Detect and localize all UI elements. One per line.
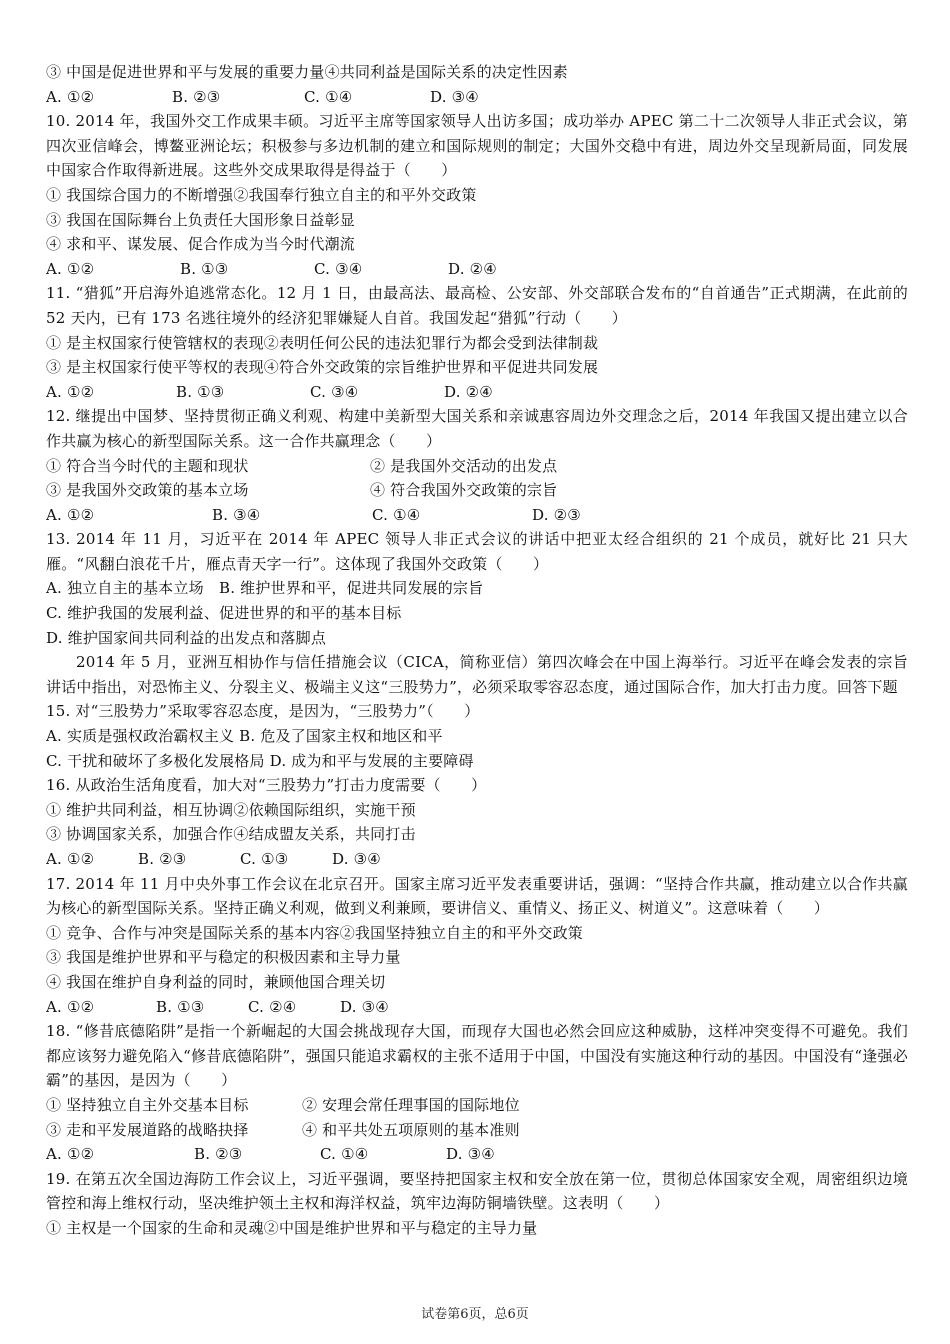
option-b: B. ②③ [172, 87, 221, 106]
option-d: D. ③④ [446, 1145, 495, 1164]
q15-options-a-b: A. 实质是强权政治霸权主义 B. 危及了国家主权和地区和平 [46, 727, 443, 746]
option-d: D. ③④ [340, 997, 389, 1016]
q13-option-c: C. 维护我国的发展利益、促进世界的和平的基本目标 [46, 604, 402, 623]
option-d: D. ②③ [532, 505, 581, 524]
option-d: D. ③④ [430, 87, 479, 106]
option-b: B. ①③ [156, 997, 205, 1016]
q19-stem: 19. 在第五次全国边海防工作会议上，习近平强调，要坚持把国家主权和安全放在第一位，贯彻总体国家安全观，周密组织边境管控和海上维权行动，坚决维护领土主权和海洋权益，筑牢边海防铜墙铁壁。这表明（ ） [46, 1169, 908, 1213]
q18-statements-3-4 [46, 1118, 908, 1143]
option-a: A. ①② [46, 259, 95, 278]
q16-statement-3-4: ③ 协调国家关系，加强合作④结成盟友关系，共同打击 [46, 825, 416, 844]
q17-statement-3: ③ 我国是维护世界和平与稳定的积极因素和主导力量 [46, 948, 401, 967]
option-b: B. ③④ [212, 505, 261, 524]
option-b: B. ②③ [194, 1145, 243, 1164]
option-d: D. ②④ [448, 259, 497, 278]
option-a: A. ①② [46, 87, 95, 106]
question-list [46, 60, 908, 1241]
q13-stem: 13. 2014 年 11 月，习近平在 2014 年 APEC 领导人非正式会议的讲话中把亚太经合组织的 21 个成员，就好比 21 只大雁。“风翻白浪花千片，雁点青天字一行”。这体现了我国外交政策（ ） [46, 530, 908, 573]
q12-statement-2: ② 是我国外交活动的出发点 [370, 456, 558, 475]
q12-statement-3: ③ 是我国外交政策的基本立场 [46, 481, 249, 500]
q11-stem: 11. “猎狐”开启海外追逃常态化。12 月 1 日，由最高法、最高检、公安部、外交部联合发布的“自首通告”正式期满，在此前的 52 天内，已有 173 名逃往境外的经济犯罪嫌疑人自首。我国发起“猎狐”行动（ ） [46, 284, 908, 327]
option-c: C. ①③ [240, 850, 289, 868]
q11-statement-3-4: ③ 是主权国家行使平等权的表现④符合外交政策的宗旨维护世界和平促进共同发展 [46, 358, 599, 377]
q9-options [46, 85, 908, 110]
q18-stem: 18. “修昔底德陷阱”是指一个新崛起的大国会挑战现存大国，而现存大国也必然会回应这种威胁，这样冲突变得不可避免。我们都应该努力避免陷入“修昔底德陷阱”，强国只能追求霸权的主张不适用于中国，中国没有实施这种行动的基因。中国没有“逢强必霸”的基因，是因为（ ） [46, 1022, 908, 1090]
page-footer: 试卷第6页，总6页 [421, 1307, 529, 1322]
q17-statement-1-2: ① 竞争、合作与冲突是国际关系的基本内容②我国坚持独立自主的和平外交政策 [46, 923, 583, 942]
q10-statement-4: ④ 求和平、谋发展、促合作成为当今时代潮流 [46, 235, 355, 254]
q18-statement-1: ① 坚持独立自主外交基本目标 [46, 1095, 249, 1114]
q10-stem: 10. 2014 年，我国外交工作成果丰硕。习近平主席等国家领导人出访多国；成功举办 APEC 第二十二次领导人非正式会议，第四次亚信峰会，博鳌亚洲论坛；积极参与多边机制的建立和国际规则的制定；大国外交稳中有进，周边外交呈现新局面，同发展中国家合作取得新进展。这些外交成果取得是得益于（ ） [46, 112, 908, 180]
q13-options-a-b: A. 独立自主的基本立场 B. 维护世界和平，促进共同发展的宗旨 [46, 579, 484, 598]
q13-option-d: D. 维护国家间共同利益的出发点和落脚点 [46, 628, 327, 647]
q18-options [46, 1142, 908, 1167]
q12-statements-1-2 [46, 454, 908, 479]
option-a: A. ①② [46, 505, 95, 524]
q10-statement-1-2: ① 我国综合国力的不断增强②我国奉行独立自主的和平外交政策 [46, 185, 477, 204]
q18-statements-1-2 [46, 1093, 908, 1118]
option-c: C. ①④ [320, 1145, 369, 1164]
option-c: C. ②④ [248, 997, 297, 1016]
material-passage: 2014 年 5 月，亚洲互相协作与信任措施会议（CICA，简称亚信）第四次峰会在中国上海举行。习近平在峰会发表的宗旨讲话中指出，对恐怖主义、分裂主义、极端主义这“三股势力”，必须采取零容忍态度，通过国际合作，加大打击力度。回答下题 [46, 653, 908, 696]
q10-options [46, 257, 908, 282]
q19-statement-1-2: ① 主权是一个国家的生命和灵魂②中国是维护世界和平与稳定的主导力量 [46, 1218, 538, 1237]
option-b: B. ①③ [176, 382, 225, 401]
q9-statement-3-4: ③ 中国是促进世界和平与发展的重要力量④共同利益是国际关系的决定性因素 [46, 63, 568, 81]
option-c: C. ③④ [310, 382, 359, 401]
option-a: A. ①② [46, 382, 95, 401]
option-a: A. ①② [46, 997, 95, 1016]
option-c: C. ③④ [314, 259, 363, 278]
q17-statement-4: ④ 我国在维护自身利益的同时，兼顾他国合理关切 [46, 972, 386, 991]
q10-statement-3: ③ 我国在国际舞台上负责任大国形象日益彰显 [46, 210, 355, 229]
q16-stem: 16. 从政治生活角度看，加大对“三股势力”打击力度需要（ ） [46, 776, 487, 795]
option-c: C. ①④ [372, 505, 421, 524]
q12-statement-4: ④ 符合我国外交政策的宗旨 [370, 481, 558, 500]
q12-options [46, 503, 908, 528]
q12-statements-3-4 [46, 478, 908, 503]
option-c: C. ①④ [304, 87, 353, 106]
q11-options [46, 380, 908, 405]
option-b: B. ①③ [180, 259, 229, 278]
option-a: A. ①② [46, 1145, 95, 1164]
q18-statement-2: ② 安理会常任理事国的国际地位 [302, 1095, 520, 1114]
q17-options [46, 995, 908, 1020]
q12-stem: 12. 继提出中国梦、坚持贯彻正确义利观、构建中美新型大国关系和亲诚惠容周边外交理念之后，2014 年我国又提出建立以合作共赢为核心的新型国际关系。这一合作共赢理念（ ） [46, 407, 908, 450]
q18-statement-4: ④ 和平共处五项原则的基本准则 [302, 1120, 520, 1139]
q18-statement-3: ③ 走和平发展道路的战略抉择 [46, 1120, 249, 1139]
q12-statement-1: ① 符合当今时代的主题和现状 [46, 456, 249, 475]
option-a: A. ①② [46, 850, 95, 868]
option-d: D. ③④ [332, 850, 381, 868]
q15-options-c-d: C. 干扰和破坏了多极化发展格局 D. 成为和平与发展的主要障碍 [46, 751, 474, 770]
q15-stem: 15. 对“三股势力”采取零容忍态度，是因为，“三股势力”（ ） [46, 702, 480, 721]
q17-stem: 17. 2014 年 11 月中央外事工作会议在北京召开。国家主席习近平发表重要讲话，强调：“坚持合作共赢，推动建立以合作共赢为核心的新型国际关系。坚持正确义利观，做到义利兼顾，要讲信义、重情义、扬正义、树道义”。这意味着（ ） [46, 874, 908, 918]
option-d: D. ②④ [444, 382, 493, 401]
q16-options [46, 847, 908, 872]
q11-statement-1-2: ① 是主权国家行使管辖权的表现②表明任何公民的违法犯罪行为都会受到法律制裁 [46, 333, 599, 352]
q16-statement-1-2: ① 维护共同利益，相互协调②依赖国际组织，实施干预 [46, 800, 416, 819]
option-b: B. ②③ [138, 850, 187, 868]
